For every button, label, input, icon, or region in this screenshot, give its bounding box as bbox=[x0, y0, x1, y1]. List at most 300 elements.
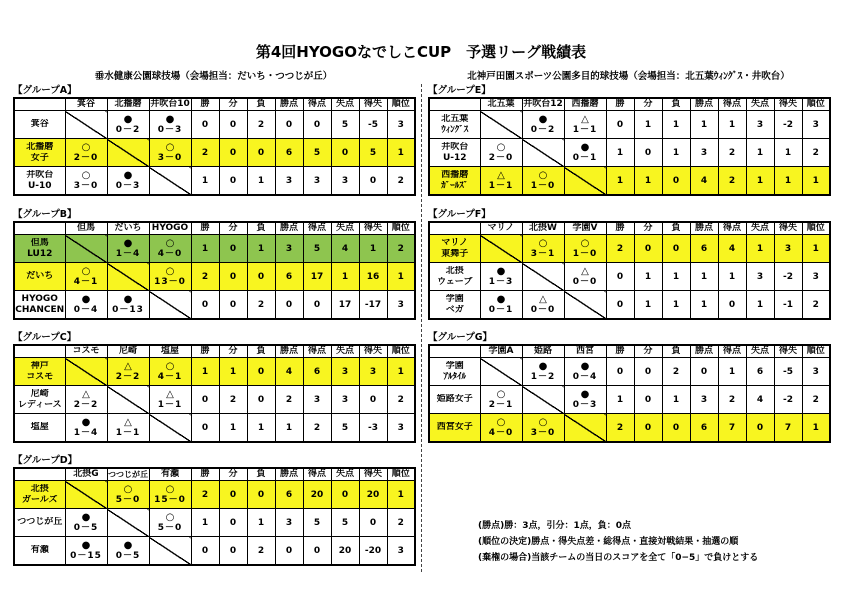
stat-rank: 2 bbox=[387, 235, 415, 263]
match-score: 0－0 bbox=[572, 276, 598, 287]
stat-draw: 0 bbox=[634, 235, 662, 263]
self-match-cell bbox=[522, 139, 564, 167]
match-score: 4－1 bbox=[73, 276, 99, 287]
header-stat: 負 bbox=[662, 222, 690, 235]
team-row bbox=[429, 358, 830, 386]
stat-goals-against: 20 bbox=[331, 537, 359, 566]
header-stat: 勝点 bbox=[690, 98, 718, 111]
self-match-cell bbox=[65, 481, 107, 509]
stat-goals-for: 1 bbox=[718, 358, 746, 386]
stat-points: 6 bbox=[275, 263, 303, 291]
match-result-cell bbox=[149, 111, 191, 139]
header-stat: 得失 bbox=[359, 468, 387, 481]
group-label: 【グループE】 bbox=[428, 85, 491, 96]
match-score: 0－3 bbox=[115, 180, 141, 191]
team-name bbox=[14, 291, 65, 320]
stat-goals-against: 1 bbox=[746, 235, 774, 263]
match-result-cell bbox=[480, 386, 522, 414]
stat-goals-against: 1 bbox=[331, 263, 359, 291]
self-match-cell bbox=[564, 167, 606, 196]
stat-goal-diff: 0 bbox=[359, 509, 387, 537]
stat-win: 1 bbox=[191, 358, 219, 386]
team-name-line: 西播磨 bbox=[441, 169, 469, 180]
stat-goal-diff: 20 bbox=[359, 481, 387, 509]
match-score: 1－1 bbox=[488, 180, 514, 191]
header-corner bbox=[14, 345, 65, 358]
stat-loss: 1 bbox=[247, 509, 275, 537]
stat-goal-diff: 3 bbox=[359, 358, 387, 386]
stat-rank: 3 bbox=[802, 358, 830, 386]
match-result-cell bbox=[65, 386, 107, 414]
match-result-cell bbox=[522, 358, 564, 386]
standings-table bbox=[428, 221, 831, 320]
stat-win: 1 bbox=[606, 139, 634, 167]
stat-draw: 0 bbox=[634, 386, 662, 414]
match-score: 0－2 bbox=[115, 124, 141, 135]
header-stat: 勝点 bbox=[275, 468, 303, 481]
match-result-cell bbox=[65, 167, 107, 196]
self-match-cell bbox=[149, 291, 191, 320]
stat-goals-against: 4 bbox=[331, 235, 359, 263]
match-result-cell bbox=[65, 263, 107, 291]
team-name-line: 女子 bbox=[30, 152, 49, 163]
team-name-line: コスモ bbox=[26, 371, 54, 382]
header-stat: 負 bbox=[247, 345, 275, 358]
result-mark-loss: ● bbox=[580, 141, 590, 153]
stat-draw: 0 bbox=[219, 139, 247, 167]
stat-loss: 1 bbox=[247, 235, 275, 263]
match-score: 0－3 bbox=[572, 399, 598, 410]
stat-points: 3 bbox=[690, 386, 718, 414]
header-team-label: 北摂G bbox=[73, 469, 99, 479]
header-stat: 勝 bbox=[606, 98, 634, 111]
stat-loss: 0 bbox=[247, 139, 275, 167]
stat-goals-for: 5 bbox=[303, 139, 331, 167]
header-team-label: 井吹台12 bbox=[523, 99, 563, 109]
stat-goals-for: 5 bbox=[303, 235, 331, 263]
stat-loss: 0 bbox=[247, 481, 275, 509]
header-corner bbox=[429, 345, 480, 358]
result-mark-win: ○ bbox=[165, 483, 175, 495]
standings-table bbox=[13, 467, 416, 566]
team-name bbox=[14, 386, 65, 414]
self-match-cell bbox=[480, 358, 522, 386]
stat-loss: 1 bbox=[662, 263, 690, 291]
header-team-label: 姫路 bbox=[533, 346, 552, 356]
match-score: 2－2 bbox=[73, 399, 99, 410]
group-label: 【グループB】 bbox=[13, 209, 77, 220]
group-label: 【グループG】 bbox=[428, 332, 493, 343]
header-stat: 順位 bbox=[387, 222, 415, 235]
header-corner bbox=[14, 98, 65, 111]
stat-goals-for: 2 bbox=[718, 139, 746, 167]
team-name-line: ｳｨﾝｸﾞｽ bbox=[441, 124, 469, 135]
team-name-line: だいち bbox=[26, 271, 54, 281]
stat-loss: 1 bbox=[662, 111, 690, 139]
stat-goals-against: 1 bbox=[746, 167, 774, 196]
team-row bbox=[14, 386, 415, 414]
team-name-line: マリノ bbox=[441, 237, 469, 248]
stat-rank: 2 bbox=[802, 291, 830, 320]
header-team-label: 塩屋 bbox=[160, 346, 179, 356]
team-name bbox=[14, 139, 65, 167]
stat-rank: 2 bbox=[387, 509, 415, 537]
table-header-row bbox=[14, 468, 415, 481]
stat-win: 2 bbox=[191, 481, 219, 509]
stat-points: 1 bbox=[275, 414, 303, 443]
match-result-cell bbox=[149, 263, 191, 291]
team-name-line: HYOGO bbox=[21, 293, 58, 304]
result-mark-draw: △ bbox=[166, 388, 174, 400]
result-mark-win: ○ bbox=[580, 237, 590, 249]
team-row bbox=[14, 481, 415, 509]
stat-rank: 1 bbox=[802, 167, 830, 196]
stat-goals-for: 0 bbox=[303, 291, 331, 320]
stat-goals-against: 3 bbox=[746, 263, 774, 291]
match-result-cell bbox=[107, 167, 149, 196]
stat-goals-for: 3 bbox=[303, 167, 331, 196]
match-result-cell bbox=[65, 139, 107, 167]
stat-points: 0 bbox=[275, 111, 303, 139]
result-mark-loss: ● bbox=[123, 113, 133, 125]
result-mark-win: ○ bbox=[165, 265, 175, 277]
stat-rank: 3 bbox=[387, 111, 415, 139]
stat-draw: 1 bbox=[219, 358, 247, 386]
stat-loss: 1 bbox=[247, 414, 275, 443]
stat-draw: 0 bbox=[219, 509, 247, 537]
stat-rank: 3 bbox=[387, 291, 415, 320]
group-section bbox=[428, 85, 829, 196]
team-name bbox=[14, 414, 65, 443]
venue-name: 垂水健康公園球技場（会場担当：だいち・つつじが丘） bbox=[94, 71, 333, 82]
stat-goals-for: 7 bbox=[718, 414, 746, 443]
stat-goal-diff: -1 bbox=[774, 291, 802, 320]
match-score: 3－0 bbox=[530, 427, 556, 438]
header-stat: 得点 bbox=[718, 345, 746, 358]
match-result-cell bbox=[107, 235, 149, 263]
stat-goal-diff: 5 bbox=[359, 139, 387, 167]
match-score: 0－13 bbox=[112, 304, 144, 315]
group-label: 【グループC】 bbox=[13, 332, 77, 343]
stat-goals-for: 20 bbox=[303, 481, 331, 509]
match-result-cell bbox=[107, 537, 149, 566]
team-name-line: 尼崎 bbox=[30, 388, 49, 399]
stat-rank: 3 bbox=[802, 263, 830, 291]
team-name-line: CHANCEN bbox=[15, 304, 65, 315]
team-row bbox=[429, 111, 830, 139]
header-team bbox=[149, 468, 191, 481]
match-score: 4－0 bbox=[157, 248, 183, 259]
group-section bbox=[13, 332, 414, 443]
team-name-line: 東舞子 bbox=[441, 248, 469, 259]
team-name-line: 井吹台 bbox=[441, 141, 469, 152]
result-mark-loss: ● bbox=[496, 293, 506, 305]
match-score: 15－0 bbox=[154, 494, 186, 505]
table-header-row bbox=[429, 222, 830, 235]
header-team bbox=[480, 345, 522, 358]
match-result-cell bbox=[564, 263, 606, 291]
stat-win: 0 bbox=[191, 537, 219, 566]
header-stat: 勝点 bbox=[275, 222, 303, 235]
header-team bbox=[522, 98, 564, 111]
match-result-cell bbox=[564, 386, 606, 414]
stat-points: 6 bbox=[690, 414, 718, 443]
team-name-line: 井吹台 bbox=[26, 169, 54, 180]
stat-loss: 1 bbox=[247, 167, 275, 196]
stat-draw: 0 bbox=[219, 263, 247, 291]
header-team bbox=[149, 345, 191, 358]
stat-goals-against: 3 bbox=[746, 111, 774, 139]
self-match-cell bbox=[65, 235, 107, 263]
stat-draw: 1 bbox=[634, 291, 662, 320]
stat-points: 1 bbox=[690, 291, 718, 320]
match-result-cell bbox=[564, 139, 606, 167]
stat-rank: 2 bbox=[802, 139, 830, 167]
match-score: 0－2 bbox=[530, 124, 556, 135]
stat-goals-against: 3 bbox=[331, 386, 359, 414]
header-team-label: 有瀬 bbox=[160, 469, 179, 479]
stat-points: 3 bbox=[690, 139, 718, 167]
stat-goals-against: 17 bbox=[331, 291, 359, 320]
team-row bbox=[429, 263, 830, 291]
rule-note-ranking: (順位の決定)勝点・得失点差・総得点・直接対戦結果・抽選の順 bbox=[478, 537, 739, 547]
team-name bbox=[429, 111, 480, 139]
stat-win: 1 bbox=[191, 167, 219, 196]
result-mark-win: ○ bbox=[538, 416, 548, 428]
header-stat: 失点 bbox=[331, 98, 359, 111]
team-name bbox=[429, 358, 480, 386]
stat-loss: 2 bbox=[662, 358, 690, 386]
result-mark-win: ○ bbox=[496, 416, 506, 428]
stat-win: 0 bbox=[191, 386, 219, 414]
stat-draw: 0 bbox=[219, 291, 247, 320]
header-stat: 失点 bbox=[746, 98, 774, 111]
stat-points: 2 bbox=[275, 386, 303, 414]
stat-draw: 1 bbox=[634, 111, 662, 139]
stat-goal-diff: 1 bbox=[774, 139, 802, 167]
header-stat: 分 bbox=[219, 345, 247, 358]
stat-rank: 1 bbox=[387, 263, 415, 291]
result-mark-loss: ● bbox=[81, 511, 91, 523]
match-result-cell bbox=[480, 167, 522, 196]
header-stat: 分 bbox=[634, 222, 662, 235]
header-team bbox=[564, 345, 606, 358]
match-result-cell bbox=[107, 111, 149, 139]
stat-goals-against: 4 bbox=[746, 386, 774, 414]
stat-goal-diff: -3 bbox=[359, 414, 387, 443]
match-result-cell bbox=[149, 509, 191, 537]
stat-goal-diff: -20 bbox=[359, 537, 387, 566]
header-team bbox=[149, 98, 191, 111]
team-name bbox=[14, 537, 65, 566]
result-mark-draw: △ bbox=[124, 416, 132, 428]
stat-goals-for: 0 bbox=[303, 111, 331, 139]
header-stat: 分 bbox=[219, 98, 247, 111]
stat-goals-for: 1 bbox=[718, 263, 746, 291]
result-mark-loss: ● bbox=[123, 293, 133, 305]
stat-win: 1 bbox=[191, 235, 219, 263]
team-row bbox=[429, 386, 830, 414]
team-name bbox=[14, 167, 65, 196]
match-result-cell bbox=[65, 509, 107, 537]
team-row bbox=[14, 358, 415, 386]
stat-rank: 3 bbox=[387, 537, 415, 566]
stat-goals-for: 0 bbox=[718, 291, 746, 320]
stat-win: 0 bbox=[606, 263, 634, 291]
result-mark-win: ○ bbox=[165, 511, 175, 523]
match-score: 2－2 bbox=[115, 371, 141, 382]
header-stat: 得点 bbox=[718, 222, 746, 235]
match-score: 4－1 bbox=[157, 371, 183, 382]
self-match-cell bbox=[107, 509, 149, 537]
stat-points: 6 bbox=[275, 481, 303, 509]
result-mark-win: ○ bbox=[165, 237, 175, 249]
stat-draw: 0 bbox=[219, 481, 247, 509]
stat-points: 3 bbox=[275, 235, 303, 263]
team-row bbox=[429, 167, 830, 196]
stat-draw: 0 bbox=[219, 537, 247, 566]
self-match-cell bbox=[65, 358, 107, 386]
stat-goal-diff: 1 bbox=[359, 235, 387, 263]
result-mark-draw: △ bbox=[581, 113, 589, 125]
stat-loss: 0 bbox=[662, 414, 690, 443]
stat-points: 0 bbox=[275, 291, 303, 320]
match-result-cell bbox=[564, 358, 606, 386]
result-mark-draw: △ bbox=[497, 169, 505, 181]
self-match-cell bbox=[107, 139, 149, 167]
header-stat: 失点 bbox=[746, 222, 774, 235]
team-row bbox=[14, 111, 415, 139]
header-team bbox=[564, 222, 606, 235]
result-mark-win: ○ bbox=[538, 237, 548, 249]
header-stat: 失点 bbox=[331, 468, 359, 481]
stat-goals-for: 2 bbox=[303, 414, 331, 443]
header-team bbox=[480, 222, 522, 235]
stat-draw: 1 bbox=[219, 414, 247, 443]
header-stat: 得点 bbox=[303, 468, 331, 481]
stat-win: 0 bbox=[191, 414, 219, 443]
stat-loss: 0 bbox=[247, 386, 275, 414]
match-result-cell bbox=[564, 111, 606, 139]
team-name-line: 北摂 bbox=[30, 483, 49, 494]
self-match-cell bbox=[480, 235, 522, 263]
header-stat: 得点 bbox=[303, 98, 331, 111]
header-stat: 勝 bbox=[191, 222, 219, 235]
header-stat: 得点 bbox=[718, 98, 746, 111]
result-mark-draw: △ bbox=[539, 293, 547, 305]
stat-draw: 0 bbox=[634, 414, 662, 443]
match-score: 1－2 bbox=[530, 371, 556, 382]
stat-rank: 1 bbox=[802, 414, 830, 443]
stat-points: 4 bbox=[690, 167, 718, 196]
team-name bbox=[429, 167, 480, 196]
stat-win: 2 bbox=[606, 414, 634, 443]
self-match-cell bbox=[65, 111, 107, 139]
team-name-line: 箕谷 bbox=[30, 119, 49, 129]
match-score: 1－3 bbox=[488, 276, 514, 287]
team-row bbox=[14, 291, 415, 320]
self-match-cell bbox=[480, 111, 522, 139]
header-team-label: だいち bbox=[114, 223, 142, 233]
stat-goal-diff: 0 bbox=[359, 167, 387, 196]
header-team-label: 但馬 bbox=[76, 223, 95, 233]
header-team bbox=[107, 468, 149, 481]
header-team bbox=[65, 345, 107, 358]
stat-goal-diff: -2 bbox=[774, 111, 802, 139]
match-result-cell bbox=[65, 537, 107, 566]
header-team bbox=[65, 98, 107, 111]
stat-win: 0 bbox=[606, 358, 634, 386]
standings-table bbox=[428, 97, 831, 196]
stat-loss: 2 bbox=[247, 537, 275, 566]
header-corner bbox=[14, 222, 65, 235]
match-result-cell bbox=[65, 414, 107, 443]
stat-goals-for: 0 bbox=[303, 537, 331, 566]
header-stat: 勝 bbox=[191, 468, 219, 481]
stat-draw: 1 bbox=[634, 263, 662, 291]
header-team-label: コスモ bbox=[72, 346, 100, 356]
stat-loss: 0 bbox=[662, 235, 690, 263]
match-score: 3－1 bbox=[530, 248, 556, 259]
team-row bbox=[14, 139, 415, 167]
header-team-label: HYOGO bbox=[151, 223, 189, 233]
stat-win: 0 bbox=[191, 111, 219, 139]
stat-goals-for: 2 bbox=[718, 167, 746, 196]
stat-goals-against: 6 bbox=[746, 358, 774, 386]
match-result-cell bbox=[107, 481, 149, 509]
header-team-label: マリノ bbox=[487, 223, 515, 233]
team-row bbox=[14, 414, 415, 443]
header-stat: 得点 bbox=[303, 345, 331, 358]
stat-loss: 1 bbox=[662, 139, 690, 167]
team-name-line: ｱﾙﾀｲﾙ bbox=[443, 371, 466, 382]
stat-rank: 1 bbox=[387, 481, 415, 509]
match-score: 1－1 bbox=[572, 124, 598, 135]
stat-loss: 2 bbox=[247, 111, 275, 139]
self-match-cell bbox=[149, 537, 191, 566]
stat-goal-diff: 16 bbox=[359, 263, 387, 291]
group-label: 【グループF】 bbox=[428, 209, 491, 220]
team-row bbox=[14, 167, 415, 196]
table-header-row bbox=[429, 98, 830, 111]
team-name-line: 北五葉 bbox=[441, 113, 469, 124]
result-mark-loss: ● bbox=[123, 169, 133, 181]
match-result-cell bbox=[149, 481, 191, 509]
match-result-cell bbox=[149, 358, 191, 386]
header-team bbox=[107, 222, 149, 235]
header-team bbox=[65, 222, 107, 235]
result-mark-loss: ● bbox=[123, 237, 133, 249]
stat-goals-against: 3 bbox=[331, 167, 359, 196]
stat-loss: 0 bbox=[247, 263, 275, 291]
team-name-line: LU12 bbox=[27, 248, 53, 259]
venue-column-left bbox=[13, 0, 414, 595]
header-stat: 分 bbox=[219, 222, 247, 235]
result-mark-loss: ● bbox=[538, 360, 548, 372]
team-name-line: ベガ bbox=[445, 304, 464, 315]
header-team bbox=[480, 98, 522, 111]
stat-goal-diff: -2 bbox=[774, 386, 802, 414]
match-score: 0－1 bbox=[488, 304, 514, 315]
header-team-label: 西宮 bbox=[575, 346, 594, 356]
stat-goals-for: 17 bbox=[303, 263, 331, 291]
stat-win: 1 bbox=[191, 509, 219, 537]
table-header-row bbox=[429, 345, 830, 358]
group-section bbox=[13, 455, 414, 566]
header-team-label: 北摂W bbox=[529, 223, 557, 233]
result-mark-win: ○ bbox=[496, 388, 506, 400]
team-name-line: 西宮女子 bbox=[436, 422, 473, 432]
